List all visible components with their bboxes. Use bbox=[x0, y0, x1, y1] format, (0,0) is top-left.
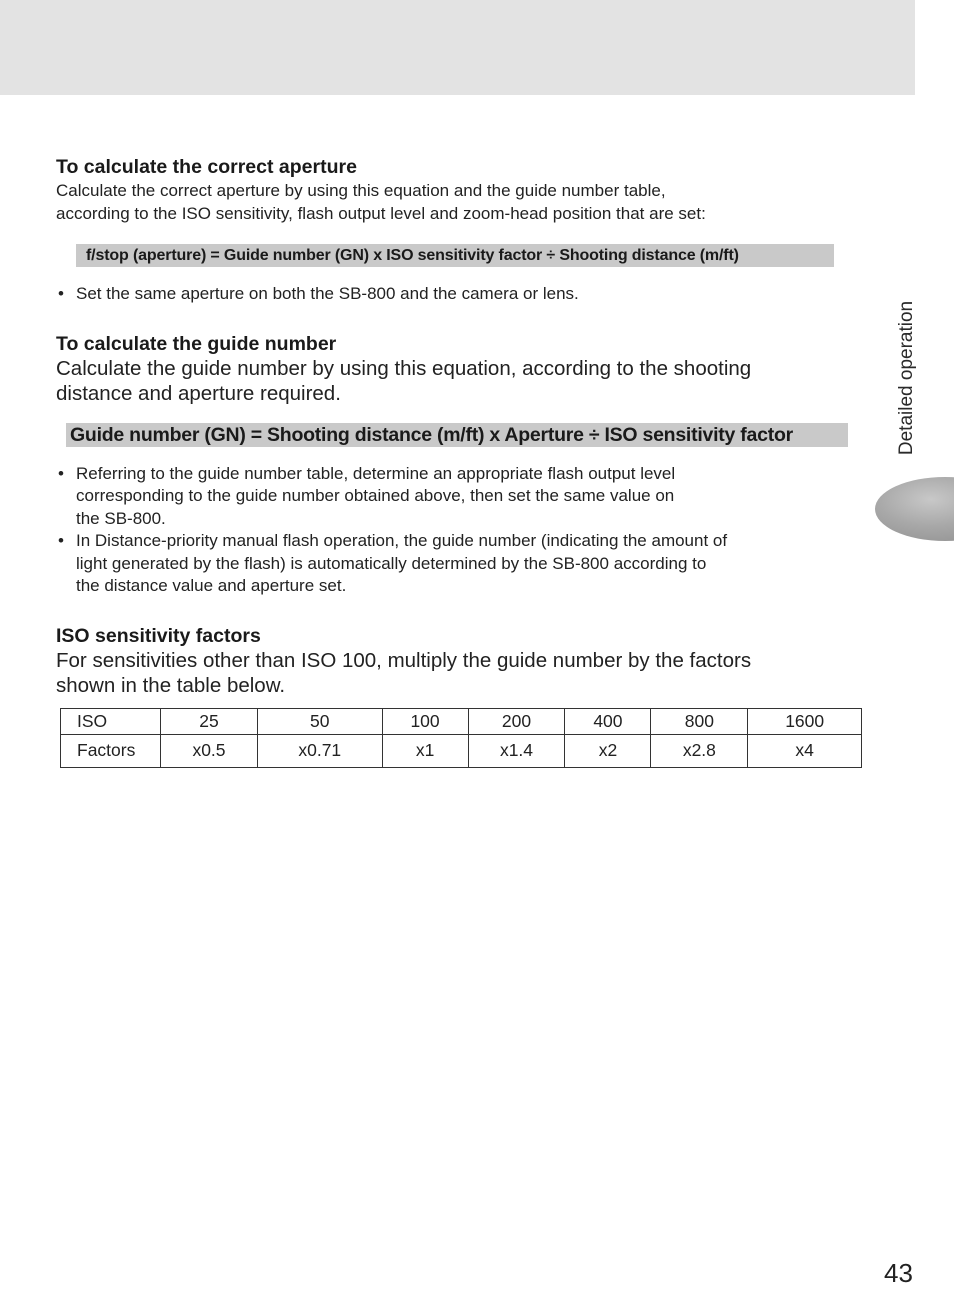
iso-cell: 800 bbox=[651, 708, 748, 734]
table-row-iso bbox=[61, 708, 862, 734]
iso-intro-line2: shown in the table below. bbox=[56, 673, 286, 697]
section-heading-aperture: To calculate the correct aperture bbox=[56, 156, 357, 178]
factor-cell: x1 bbox=[382, 734, 468, 767]
factor-cell: x0.71 bbox=[257, 734, 382, 767]
iso-cell: 100 bbox=[382, 708, 468, 734]
iso-cell: 1600 bbox=[748, 708, 862, 734]
iso-cell: 25 bbox=[161, 708, 258, 734]
aperture-bullet: • Set the same aperture on both the SB-800 and the camera or lens. bbox=[56, 283, 866, 306]
factor-cell: x1.4 bbox=[468, 734, 565, 767]
factor-cell: x0.5 bbox=[161, 734, 258, 767]
bullet1-line3: the SB-800. bbox=[76, 508, 166, 528]
guide-number-bullet-1 bbox=[56, 463, 866, 531]
bullet1-line2: corresponding to the guide number obtained above, then set the same value on bbox=[76, 486, 675, 505]
guide-number-intro bbox=[56, 356, 866, 406]
side-section-label: Detailed operation bbox=[896, 300, 917, 456]
iso-factors-table bbox=[60, 708, 862, 768]
aperture-intro-line2: according to the ISO sensitivity, flash output level and zoom-head position that are set: bbox=[56, 204, 706, 223]
aperture-intro bbox=[56, 179, 866, 225]
aperture-formula: f/stop (aperture) = Guide number (GN) x ISO sensitivity factor ÷ Shooting distance (m/ft) bbox=[76, 244, 834, 267]
iso-cell: 50 bbox=[257, 708, 382, 734]
guide-number-intro-line2: distance and aperture required. bbox=[56, 381, 341, 405]
header-band bbox=[0, 0, 915, 95]
factor-cell: x2 bbox=[565, 734, 651, 767]
row-label-factors: Factors bbox=[61, 734, 161, 767]
guide-number-intro-line1: Calculate the guide number by using this equation, according to the shooting bbox=[56, 356, 752, 380]
page-number: 43 bbox=[884, 1258, 913, 1288]
guide-number-bullets bbox=[56, 463, 866, 598]
factor-cell: x2.8 bbox=[651, 734, 748, 767]
section-heading-guide-number: To calculate the guide number bbox=[56, 332, 337, 355]
side-tab-marker bbox=[875, 477, 954, 541]
aperture-bullets bbox=[56, 283, 866, 306]
iso-cell: 200 bbox=[468, 708, 565, 734]
section-heading-iso: ISO sensitivity factors bbox=[56, 624, 261, 647]
iso-intro-line1: For sensitivities other than ISO 100, multiply the guide number by the factors bbox=[56, 648, 752, 672]
table-row-factors bbox=[61, 734, 862, 767]
bullet1-line1: Referring to the guide number table, determine an appropriate flash output level bbox=[76, 463, 676, 483]
guide-number-bullet-2 bbox=[56, 530, 866, 598]
bullet2-line3: the distance value and aperture set. bbox=[76, 576, 347, 595]
factor-cell: x4 bbox=[748, 734, 862, 767]
guide-number-formula: Guide number (GN) = Shooting distance (m/ft) x Aperture ÷ ISO sensitivity factor bbox=[66, 423, 848, 447]
iso-cell: 400 bbox=[565, 708, 651, 734]
page-content bbox=[56, 155, 866, 768]
row-label-iso: ISO bbox=[61, 708, 161, 734]
iso-intro bbox=[56, 648, 866, 698]
bullet2-line2: light generated by the flash) is automatically determined by the SB-800 according to bbox=[76, 553, 707, 573]
bullet2-line1: In Distance-priority manual flash operation, the guide number (indicating the amount of bbox=[76, 531, 728, 550]
aperture-intro-line1: Calculate the correct aperture by using this equation and the guide number table, bbox=[56, 181, 666, 200]
